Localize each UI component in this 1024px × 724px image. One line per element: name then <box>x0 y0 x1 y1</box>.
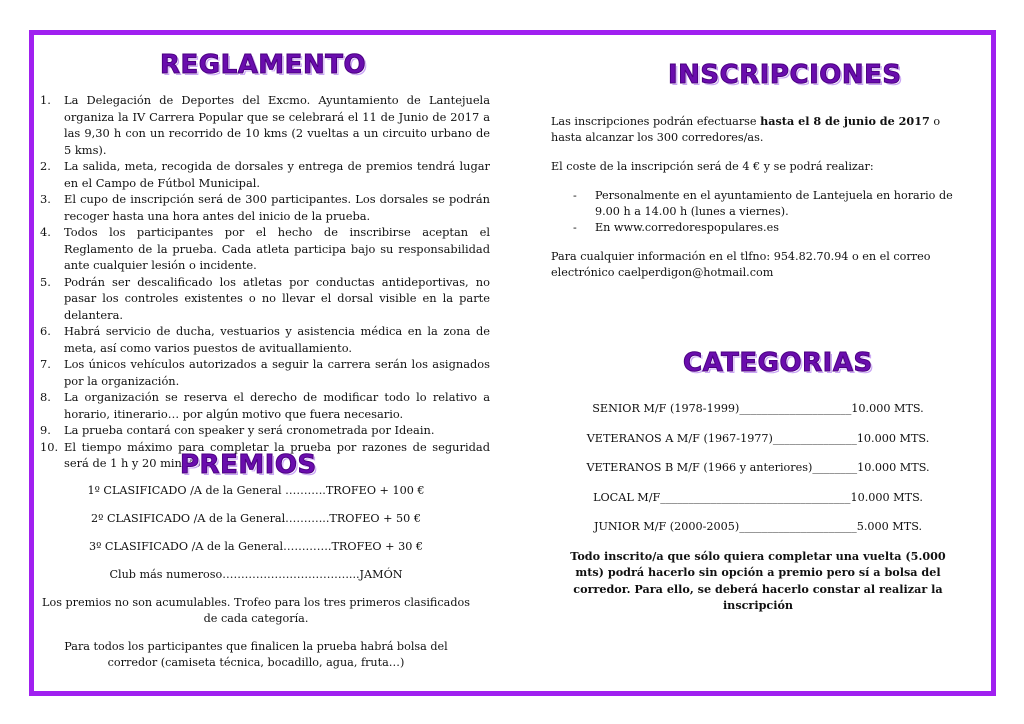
rule-text: Todos los participantes por el hecho de inscribirse aceptan el Reglamento de la prueba. Cada atleta participa bajo su responsabilidad ante cualquier lesión o incidente. <box>64 225 490 272</box>
rule-item <box>40 422 490 439</box>
rules-list <box>40 92 490 472</box>
reglamento-heading: REGLAMENTO <box>160 50 367 80</box>
rule-item <box>40 356 490 389</box>
rule-text: La Delegación de Deportes del Excmo. Ayuntamiento de Lantejuela organiza la IV Carrera Popular que se celebrará el 11 de Junio de 2017 a las 9,30 h con un recorrido de 10 kms (2 vueltas a un circuito urbano de 5 kms). <box>64 93 490 157</box>
rule-number: 9. <box>40 423 51 437</box>
rule-number: 1. <box>40 93 51 107</box>
category-row: LOCAL M/F__________________________________10.000 MTS. <box>593 490 923 504</box>
category-row: VETERANOS A M/F (1967-1977)_______________10.000 MTS. <box>586 431 930 445</box>
rule-item <box>40 274 490 324</box>
option-item: - Personalmente en el ayuntamiento de Lantejuela en horario de 9.00 h a 14.00 h (lunes a viernes). <box>573 189 953 218</box>
prize-line: 1º CLASIFICADO /A de la General ………..TROFEO + 100 € <box>87 484 425 497</box>
rule-number: 10. <box>40 439 59 454</box>
rule-item <box>40 158 490 191</box>
prize-line: Club más numeroso……………………………....JAMÓN <box>109 568 403 581</box>
rule-item <box>40 224 490 274</box>
categorias-section <box>555 400 961 614</box>
category-row: JUNIOR M/F (2000-2005)_____________________5.000 MTS. <box>593 520 923 533</box>
inscripciones-cost: El coste de la inscripción será de 4 € y se podrá realizar: <box>551 160 874 173</box>
rule-text: La prueba contará con speaker y será cronometrada por Ideain. <box>64 423 435 437</box>
inscripciones-contact: Para cualquier información en el tlfno: 954.82.70.94 o en el correo electrónico caelperdigon@hotmail.com <box>551 250 931 279</box>
prize-line: 3º CLASIFICADO /A de la General………….TROFEO + 30 € <box>89 540 423 553</box>
category-row: SENIOR M/F (1978-1999)____________________10.000 MTS. <box>592 402 924 415</box>
rule-text: El tiempo máximo para completar la prueba por razones de seguridad será de 1 h y 20 minutos. <box>64 439 490 470</box>
rule-number: 3. <box>40 192 51 206</box>
rule-item <box>40 323 490 356</box>
prizes-note: Los premios no son acumulables. Trofeo para los tres primeros clasificados de cada categoría. <box>42 596 470 625</box>
categorias-closing-note: Todo inscrito/a que sólo quiera completar una vuelta (5.000 mts) podrá hacerlo sin opción a premio pero sí a bolsa del corredor. Para ello, se deberá hacerlo constar al realizar la inscripción <box>570 548 946 612</box>
rule-number: 2. <box>40 159 51 173</box>
inscripciones-options <box>551 188 971 236</box>
rule-item <box>40 92 490 158</box>
category-row: VETERANOS B M/F (1966 y anteriores)________10.000 MTS. <box>586 461 930 474</box>
rule-text: La organización se reserva el derecho de modificar todo lo relativo a horario, itinerario… por algún motivo que fuera necesario. <box>64 390 490 421</box>
rule-text: Habrá servicio de ducha, vestuarios y asistencia médica en la zona de meta, así como varios puestos de avituallamiento. <box>64 324 490 355</box>
premios-heading: PREMIOS <box>180 450 317 480</box>
rule-number: 8. <box>40 390 51 404</box>
rule-number: 4. <box>40 225 51 239</box>
prize-line: 2º CLASIFICADO /A de la General………...TROFEO + 50 € <box>91 512 421 525</box>
rule-text: El cupo de inscripción será de 300 participantes. Los dorsales se podrán recoger hasta una hora antes del inicio de la prueba. <box>64 192 490 223</box>
rule-item <box>40 389 490 422</box>
rule-number: 5. <box>40 274 51 289</box>
categorias-heading: CATEGORIAS <box>683 348 873 378</box>
inscripciones-deadline: Las inscripciones podrán efectuarse hasta el 8 de junio de 2017 o hasta alcanzar los 300 corredores/as. <box>551 114 941 144</box>
option-item: - En www.corredorespopulares.es <box>573 221 779 234</box>
rule-text: La salida, meta, recogida de dorsales y entrega de premios tendrá lugar en el Campo de Fútbol Municipal. <box>64 159 490 190</box>
inscripciones-section <box>551 113 971 294</box>
rule-item <box>40 191 490 224</box>
rule-number: 6. <box>40 324 51 338</box>
prizes-bag-note: Para todos los participantes que finalicen la prueba habrá bolsa del corredor (camiseta técnica, bocadillo, agua, fruta…) <box>64 640 448 669</box>
rule-text: Los únicos vehículos autorizados a seguir la carrera serán los asignados por la organización. <box>64 357 490 388</box>
rule-text: Podrán ser descalificado los atletas por conductas antideportivas, no pasar los controles existentes o no llevar el dorsal visible en la parte delantera. <box>64 274 490 322</box>
inscripciones-heading: INSCRIPCIONES <box>668 60 902 90</box>
prizes-section <box>38 483 474 683</box>
rule-number: 7. <box>40 357 51 371</box>
